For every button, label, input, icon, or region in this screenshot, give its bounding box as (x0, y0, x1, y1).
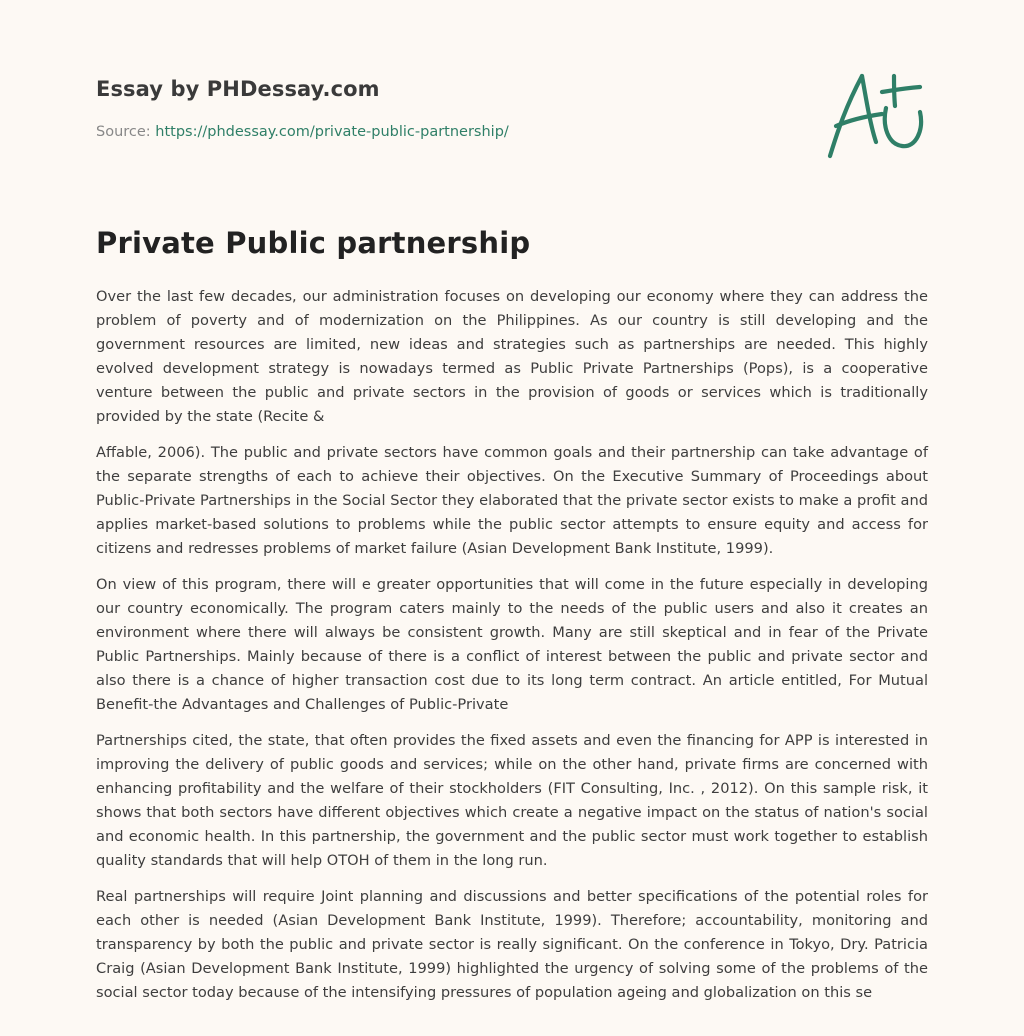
page-title: Private Public partnership (96, 226, 531, 260)
paragraph-2: Affable, 2006). The public and private sectors have common goals and their partnership can take advantage of the separate strengths of each to achieve their objectives. On the Executive Summary of Proceedings about Public-Private Partnerships in the Social Sector they elaborated that the private sector exists to make a profit and applies market-based solutions to problems while the public sector attempts to ensure equity and access for citizens and redresses problems of market failure (Asian Development Bank Institute, 1999). (96, 444, 928, 557)
source-line (96, 124, 509, 140)
paragraph-4: Partnerships cited, the state, that often provides the fixed assets and even the financing for APP is interested in improving the delivery of public goods and services; while on the other hand, private firms are concerned with enhancing profitability and the welfare of their stockholders (FIT Consulting, Inc. , 2012). On this sample risk, it shows that both sectors have different objectives which create a negative impact on the status of nation's social and economic health. In this partnership, the government and the public sector must work together to establish quality standards that will help OTOH of them in the long run. (96, 732, 928, 869)
a-plus-grade-icon (824, 68, 928, 164)
article-body (96, 285, 928, 1017)
source-link[interactable]: https://phdessay.com/private-public-partnership/ (155, 124, 509, 140)
source-label: Source: (96, 124, 156, 140)
paragraph-3: On view of this program, there will e greater opportunities that will come in the future especially in developing our country economically. The program caters mainly to the needs of the public users and also it creates an environment where there will always be consistent growth. Many are still skeptical and in fear of the Private Public Partnerships. Mainly because of there is a conflict of interest between the public and private sector and also there is a chance of higher transaction cost due to its long term contract. An article entitled, For Mutual Benefit-the Advantages and Challenges of Public-Private (96, 576, 928, 713)
paragraph-5: Real partnerships will require Joint planning and discussions and better specifications of the potential roles for each other is needed (Asian Development Bank Institute, 1999). Therefore; accountability, monitoring and transparency by both the public and private sector is really significant. On the conference in Tokyo, Dry. Patricia Craig (Asian Development Bank Institute, 1999) highlighted the urgency of solving some of the problems of the social sector today because of the intensifying pressures of population ageing and globalization on this se (96, 888, 928, 1001)
paragraph-1: Over the last few decades, our administration focuses on developing our economy where they can address the problem of poverty and of modernization on the Philippines. As our country is still developing and the government resources are limited, new ideas and strategies such as partnerships are needed. This highly evolved development strategy is nowadays termed as Public Private Partnerships (Pops), is a cooperative venture between the public and private sectors in the provision of goods or services which is traditionally provided by the state (Recite & (96, 288, 928, 425)
brand-title: Essay by PHDessay.com (96, 77, 380, 101)
